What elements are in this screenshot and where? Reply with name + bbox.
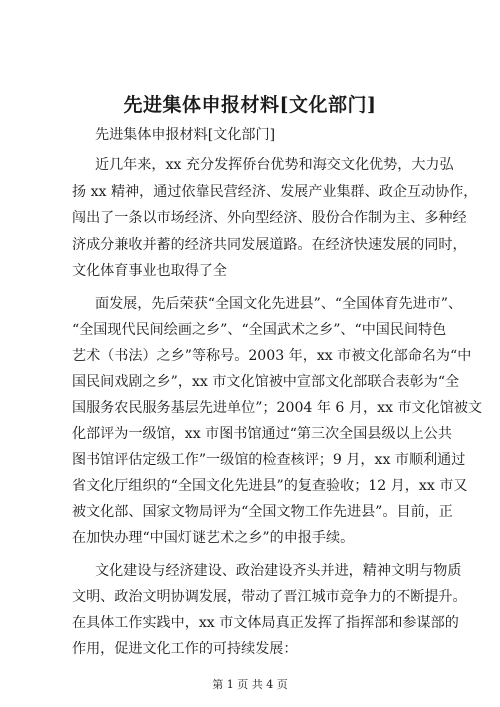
paragraph-line: 艺术（书法）之乡”等称号。2003 年，xx 市被文化部命名为“中 [72, 348, 472, 364]
paragraph-line: 扬 xx 精神，通过依靠民营经济、发展产业集群、政企互动协作， [72, 184, 478, 200]
paragraph-line: “全国现代民间绘画之乡”、“全国武术之乡”、“中国民间特色 [72, 322, 447, 338]
page-number-footer: 第 1 页 共 4 页 [212, 678, 288, 691]
paragraph-line: 济成分兼收并蓄的经济共同发展道路。在经济快速发展的同时， [72, 237, 467, 253]
paragraph-line: 面发展，先后荣获“全国文化先进县”、“全国体育先进市”、 [95, 296, 463, 312]
paragraph-line: 近几年来，xx 充分发挥侨台优势和海交文化优势，大力弘 [95, 157, 454, 173]
paragraph-line: 文明、政治文明协调发展，带动了晋江城市竞争力的不断提升。 [72, 589, 467, 605]
paragraph-line: 在具体工作实践中，xx 市文体局真正发挥了指挥部和参谋部的 [72, 615, 459, 631]
paragraph-line: 国服务农民服务基层先进单位”；2004 年 6 月，xx 市文化馆被文 [72, 400, 483, 416]
paragraph-line: 文化体育事业也取得了全 [72, 263, 228, 279]
paragraph-line: 国民间戏剧之乡”，xx 市文化馆被中宣部文化部联合表彰为“全 [72, 374, 460, 390]
paragraph-line: 作用，促进文化工作的可持续发展： [72, 641, 298, 657]
paragraph-line: 被文化部、国家文物局评为“全国文物工作先进县”。目前，正 [72, 504, 453, 520]
subtitle-line: 先进集体申报材料[文化部门] [95, 127, 276, 143]
paragraph-line: 在加快办理“中国灯谜艺术之乡”的申报手续。 [72, 530, 355, 546]
paragraph-line: 文化建设与经济建设、政治建设齐头并进，精神文明与物质 [95, 563, 462, 579]
paragraph-line: 省文化厅组织的“全国文化先进县”的复查验收；12 月，xx 市又 [72, 478, 468, 494]
paragraph-line: 图书馆评估定级工作”一级馆的检查核评；9 月，xx 市顺利通过 [72, 452, 466, 468]
document-title: 先进集体申报材料[文化部门] [123, 94, 377, 116]
paragraph-line: 闯出了一条以市场经济、外向型经济、股份合作制为主、多种经 [72, 210, 467, 226]
paragraph-line: 化部评为一级馆，xx 市图书馆通过“第三次全国县级以上公共 [72, 426, 452, 442]
